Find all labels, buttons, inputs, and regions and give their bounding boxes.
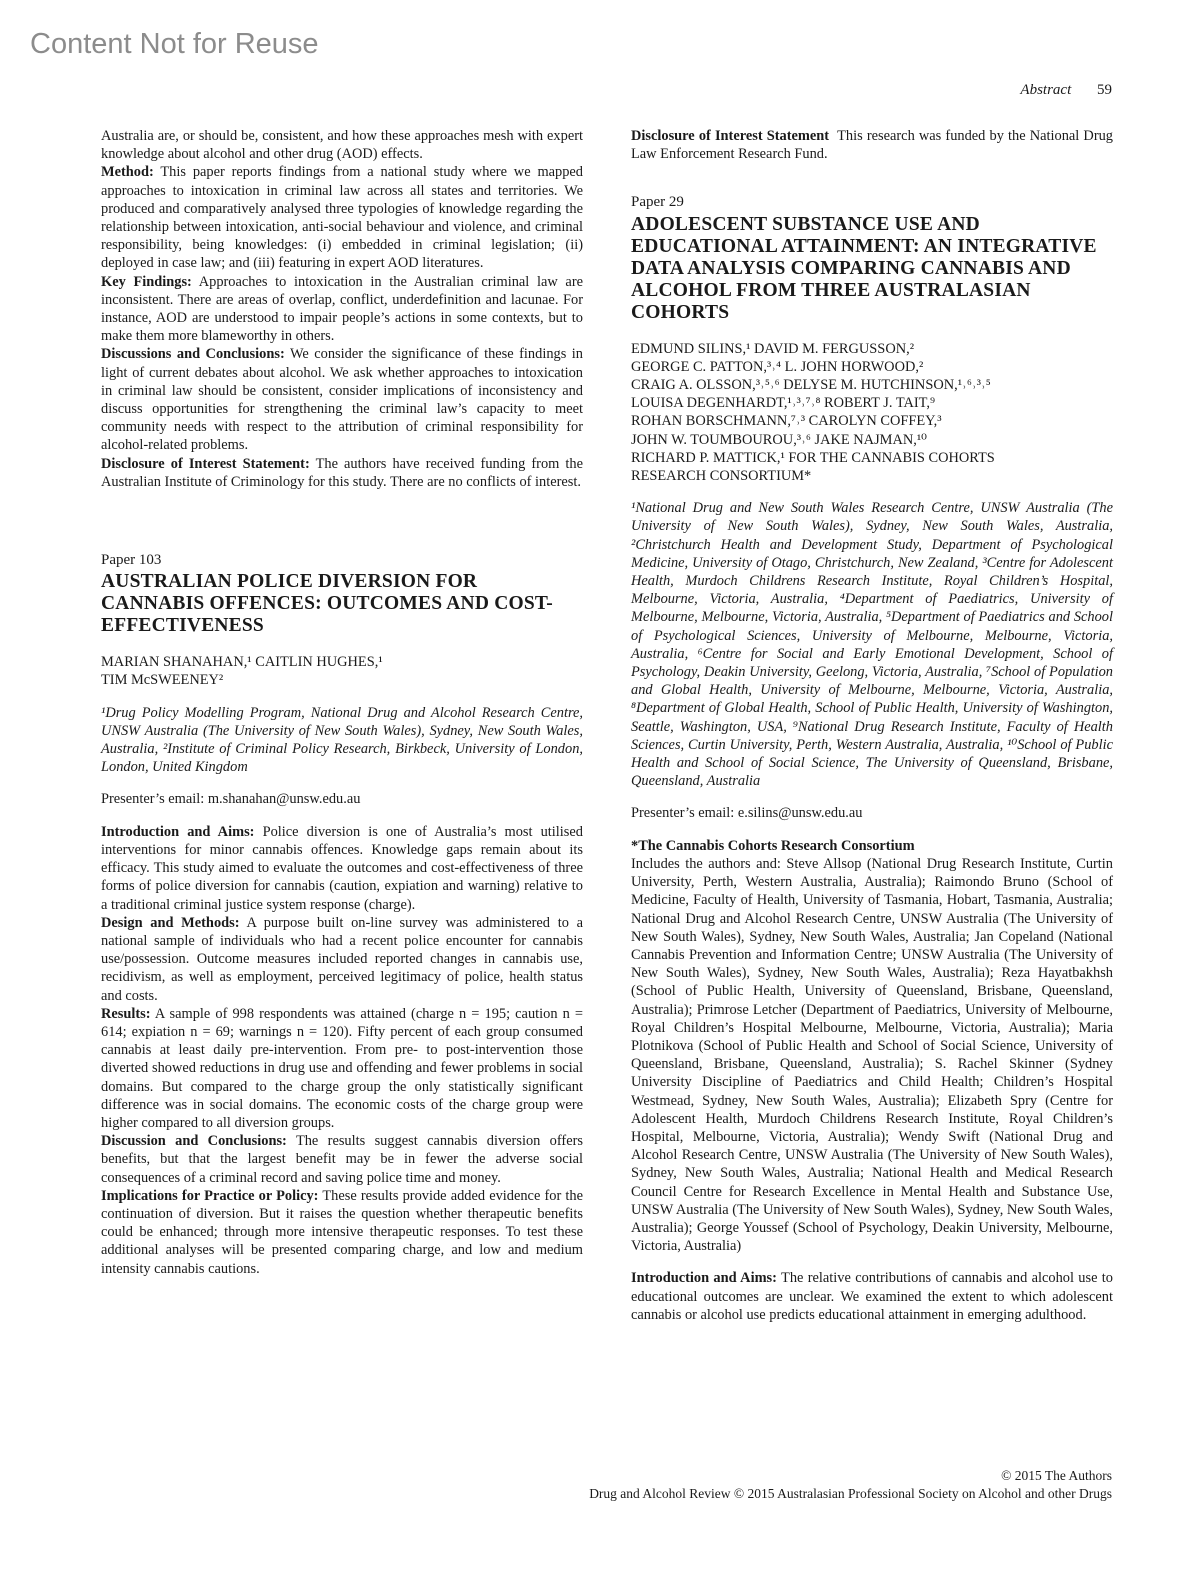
- abstract-section: [101, 823, 583, 914]
- presenter-email: Presenter’s email: m.shanahan@unsw.edu.au: [101, 791, 361, 808]
- watermark: Content Not for Reuse: [30, 28, 319, 60]
- section-text: We consider the significance of these findings in light of current debates about alcohol. We ask whether approaches to intoxication in criminal law should be consistent, consider implications of inconsistency and discuss opportunities for strengthening the criminal law’s capacity to meet community needs with respect to the attribution of criminal responsibility for alcohol-related problems.: [101, 346, 583, 454]
- paper-authors: [101, 653, 583, 689]
- section-label: Implications for Practice or Policy:: [101, 1187, 319, 1204]
- section-text: Approaches to intoxication in the Australian criminal law are inconsistent. There are areas of overlap, conflict, underdefinition and lacunae. For instance, AOD are understood to impair people’s actions in some contexts, but to make them more blameworthy in others.: [101, 273, 583, 345]
- running-head: [1020, 82, 1112, 99]
- section-text: Police diversion is one of Australia’s most utilised interventions for minor cannabis offences. Knowledge gaps remain about its efficacy. This study aimed to evaluate the outcomes and cost-effectiveness of three forms of police diversion for cannabis (caution, expiation and warning) relative to a traditional criminal justice system response (charge).: [101, 823, 583, 913]
- section-text: This research was funded by the National Drug Law Enforcement Research Fund.: [631, 128, 1113, 163]
- abstract-section: [101, 455, 583, 491]
- running-head-section: Abstract: [1020, 82, 1072, 98]
- section-label: Discussion and Conclusions:: [101, 1133, 287, 1150]
- abstract-section: [101, 163, 583, 272]
- presenter-email: Presenter’s email: e.silins@unsw.edu.au: [631, 805, 863, 822]
- author-line: TIM McSWEENEY²: [101, 672, 224, 689]
- section-label: Disclosure of Interest Statement:: [101, 455, 310, 472]
- author-line: EDMUND SILINS,¹ DAVID M. FERGUSSON,²: [631, 340, 915, 357]
- section-label: Introduction and Aims:: [631, 1270, 777, 1287]
- section-text: A purpose built on-line survey was administered to a national sample of individuals who had a recent police encounter for cannabis use/possession. Outcome measures included reported changes in cannabis use, recidivism, as well as employment, perceived legitimacy of police, health status and costs.: [101, 914, 583, 1004]
- page-number: 59: [1097, 82, 1112, 98]
- section-text: The results suggest cannabis diversion offers benefits, but that the largest benefit may be in fewer the adverse social consequences of a criminal record and saving police time and money.: [101, 1133, 583, 1186]
- section-label: Method:: [101, 164, 154, 181]
- copyright-line: © 2015 The Authors: [1001, 1468, 1112, 1483]
- section-text: These results provide added evidence for the continuation of diversion. But it raises the question whether therapeutic benefits could be enhanced; through more intensive therapeutic responses. To test these additional analyses will be presented comparing charge, and low and medium intensity cannabis cautions.: [101, 1187, 583, 1277]
- abstract-section: [101, 1005, 583, 1132]
- paper-affiliations: ¹Drug Policy Modelling Program, National Drug and Alcohol Research Centre, UNSW Australia (The University of New South Wales), Sydney, New South Wales, Australia, ²Institute of Criminal Policy Research, Birkbeck, University of London, London, United Kingdom: [101, 704, 583, 776]
- author-line: JOHN W. TOUMBOUROU,³˒⁶ JAKE NAJMAN,¹⁰: [631, 431, 927, 448]
- paper-affiliations: ¹National Drug and New South Wales Research Centre, UNSW Australia (The University of New South Wales), Sydney, New South Wales, Australia, ²Christchurch Health and Development Study, Department of Psychological Medicine, University of Otago, Christchurch, New Zealand, ³Centre for Adolescent Health, Murdoch Childrens Research Institute, Royal Children’s Hospital, Melbourne, Victoria, Australia, ⁴Department of Paediatrics, University of Melbourne, Melbourne, Victoria, Australia, ⁵Department of Paediatrics and School of Psychological Sciences, University of Melbourne, Melbourne, Victoria, Australia, ⁶Centre for Social and Early Emotional Development, School of Psychology, Deakin University, Geelong, Victoria, Australia, ⁷School of Population and Global Health, University of Melbourne, Melbourne, Victoria, Australia, ⁸Department of Global Health, School of Public Health, University of Washington, Seattle, Washington, USA, ⁹National Drug Research Institute, Faculty of Health Sciences, Curtin University, Perth, Western Australia, Australia, ¹⁰School of Public Health and School of Social Science, The University of Queensland, Brisbane, Queensland, Australia: [631, 500, 1113, 790]
- section-text: This paper reports findings from a national study where we mapped approaches to intoxication in criminal law across all states and territories. We produced and comparatively analysed three typologies of knowledge regarding the relationship between intoxication, anti-social behaviour and violence, and criminal responsibility, being knowledges: (i) embedded in criminal legislation; (ii) deployed in case law; and (iii) featuring in expert AOD literatures.: [101, 164, 583, 272]
- abstract-section: [101, 1187, 583, 1278]
- abstract-section: [101, 914, 583, 1005]
- section-label: Design and Methods:: [101, 914, 240, 931]
- abstract-section: [631, 1269, 1113, 1324]
- abstract-section: [101, 273, 583, 346]
- paper-authors: [631, 340, 1113, 486]
- author-line: ROHAN BORSCHMANN,⁷˒³ CAROLYN COFFEY,³: [631, 413, 942, 430]
- section-label: Disclosure of Interest Statement: [631, 128, 830, 144]
- consortium-text: Includes the authors and: Steve Allsop (National Drug Research Institute, Curtin University, Perth, Western Australia, Australia); Raimondo Bruno (School of Medicine, Faculty of Health, University of Tasmania, Hobart, Tasmania, Australia; National Drug and Alcohol Research Centre, UNSW Australia (The University of New South Wales), Sydney, New South Wales, Australia; Jan Copeland (National Cannabis Prevention and Information Centre; UNSW Australia (The University of New South Wales), Sydney, New South Wales, Australia); Reza Hayatbakhsh (School of Public Health, University of Queensland, Brisbane, Queensland, Australia); Primrose Letcher (Department of Paediatrics, University of Melbourne, Royal Children’s Hospital Melbourne, Melbourne, Victoria, Australia); Maria Plotnikova (School of Public Health and School of Social Science, University of Queensland, Brisbane, Queensland, Australia); S. Rachel Skinner (Sydney University Discipline of Paediatrics and Child Health; Children’s Hospital Westmead, Sydney, New South Wales, Australia); Elizabeth Spry (Centre for Adolescent Health, Murdoch Childrens Research Institute, Royal Children’s Hospital, Melbourne, Victoria, Australia); Wendy Swift (National Drug and Alcohol Research Centre, UNSW Australia (The University of New South Wales), Sydney, New South Wales, Australia; National Health and Medical Research Council Centre for Research Excellence in Mental Health and Substance Use, UNSW Australia (The University of New South Wales), Sydney, New South Wales, Australia); George Youssef (School of Psychology, Deakin University, Melbourne, Victoria, Australia): [631, 855, 1113, 1255]
- left-column: [101, 127, 583, 1278]
- paper-number: Paper 103: [101, 552, 162, 569]
- author-line: RICHARD P. MATTICK,¹ FOR THE CANNABIS COHORTS: [631, 449, 995, 466]
- paper-title: ADOLESCENT SUBSTANCE USE AND EDUCATIONAL ATTAINMENT: AN INTEGRATIVE DATA ANALYSIS COMPARING CANNABIS AND ALCOHOL FROM THREE AUSTRALASIAN COHORTS: [631, 213, 1097, 323]
- author-line: GEORGE C. PATTON,³˒⁴ L. JOHN HORWOOD,²: [631, 358, 924, 375]
- section-text: A sample of 998 respondents was attained (charge n = 195; caution n = 614; expiation n = 69; warnings n = 120). Fifty percent of each group consumed cannabis at least daily pre-intervention. From pre- to post-intervention those diverted showed reductions in drug use and offending and fewer problems in social domains. But compared to the charge group the only statistically significant difference was in social domains. The economic costs of the charge group were higher compared to all diversion groups.: [101, 1005, 583, 1131]
- page-footer: [589, 1467, 1112, 1503]
- abstract-section: [101, 345, 583, 454]
- section-label: Introduction and Aims:: [101, 823, 255, 840]
- paper-number: Paper 29: [631, 194, 684, 211]
- section-label: Key Findings:: [101, 273, 192, 290]
- journal-line: Drug and Alcohol Review © 2015 Australasian Professional Society on Alcohol and other Drugs: [589, 1486, 1112, 1501]
- author-line: RESEARCH CONSORTIUM*: [631, 468, 812, 485]
- section-label: Discussions and Conclusions:: [101, 346, 285, 363]
- abstract-section: [101, 1132, 583, 1187]
- author-line: MARIAN SHANAHAN,¹ CAITLIN HUGHES,¹: [101, 654, 383, 671]
- author-line: LOUISA DEGENHARDT,¹˒³˒⁷˒⁸ ROBERT J. TAIT,⁹: [631, 395, 935, 412]
- consortium-heading: *The Cannabis Cohorts Research Consortium: [631, 837, 915, 854]
- disclosure-statement: [631, 127, 1113, 163]
- author-line: CRAIG A. OLSSON,³˒⁵˒⁶ DELYSE M. HUTCHINSON,¹˒⁶˒³˒⁵: [631, 377, 991, 394]
- section-text: The relative contributions of cannabis and alcohol use to educational outcomes are unclear. We examined the extent to which adolescent cannabis or alcohol use predicts educational attainment in emerging adulthood.: [631, 1270, 1113, 1323]
- section-text: The authors have received funding from the Australian Institute of Criminology for this study. There are no conflicts of interest.: [101, 455, 584, 490]
- section-label: Results:: [101, 1005, 151, 1022]
- paper-title: AUSTRALIAN POLICE DIVERSION FOR CANNABIS OFFENCES: OUTCOMES AND COST-EFFECTIVENESS: [101, 571, 553, 637]
- right-column: [631, 127, 1113, 1324]
- previous-abstract-tail: Australia are, or should be, consistent, and how these approaches mesh with expert knowledge about alcohol and other drug (AOD) effects.: [101, 128, 583, 163]
